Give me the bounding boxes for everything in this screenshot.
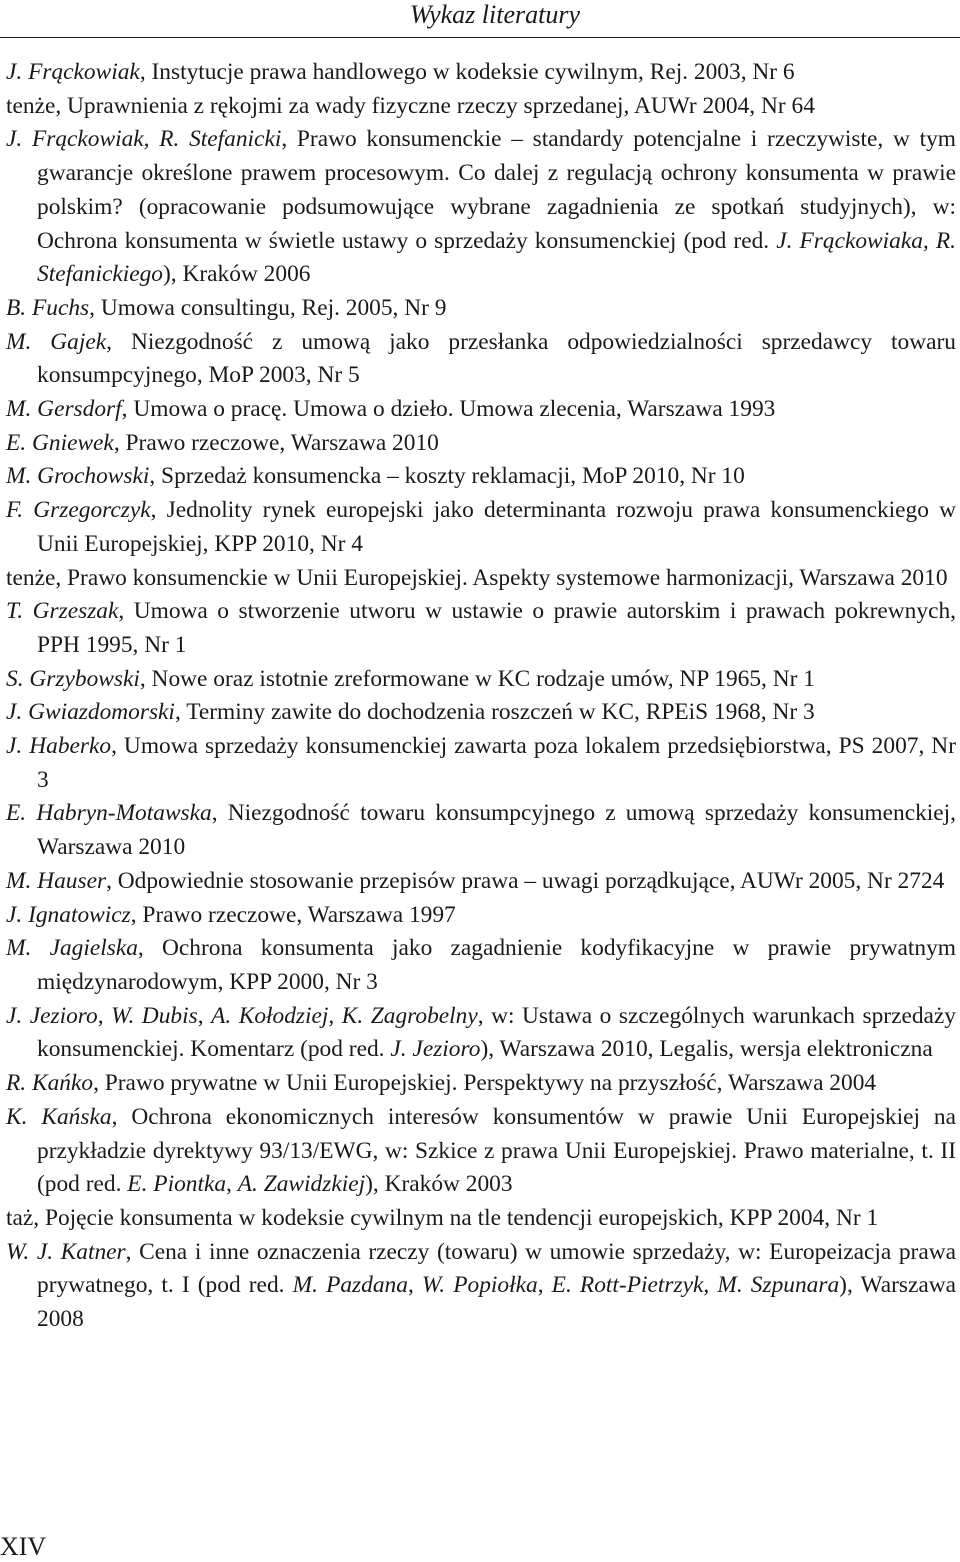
entry-text: , Odpowiednie stosowanie przepisów prawa – uwagi porządkujące, AUWr 2005, Nr 2724 (106, 867, 945, 894)
entry-text: ), Kraków 2003 (365, 1171, 513, 1198)
entry-text: , (328, 1002, 342, 1029)
author-name: M. Gajek (6, 328, 107, 355)
entry-text: , Niezgodność towaru konsumpcyjnego z umową sprzedaży konsumenckiej, Warszawa 2010 (37, 800, 956, 861)
entry-text: , Terminy zawite do dochodzenia roszczeń w KC, RPEiS 1968, Nr 3 (174, 699, 815, 726)
author-name: E. Rott-Pietrzyk (551, 1272, 704, 1299)
author-name: M. Gersdorf (6, 396, 122, 423)
bibliography-entry (6, 1067, 956, 1101)
bibliography-entry (6, 899, 956, 933)
entry-text: , Prawo rzeczowe, Warszawa 2010 (113, 429, 439, 456)
author-name: T. Grzeszak (6, 598, 119, 625)
entry-text: , Prawo rzeczowe, Warszawa 1997 (130, 901, 456, 928)
entry-text: , Sprzedaż konsumencka – koszty reklamacji, MoP 2010, Nr 10 (149, 463, 745, 490)
bibliography-entry (6, 696, 956, 730)
author-name: E. Gniewek (6, 429, 114, 456)
bibliography-entry (6, 663, 956, 697)
entry-text: , Prawo konsumenckie – standardy potencjalne i rzeczywiste, w tym gwarancje określone prawem procesowym. Co dalej z regulacją ochrony konsumenta w prawie polskim? (opracowanie podsumowujące wybrane zagadnienia ze spotkań studyjnych), w: Ochrona konsumenta w świetle ustawy o sprzedaży konsumenckiej (pod red. (37, 126, 956, 254)
entry-text: , w: Ustawa o szczególnych warunkach sprzedaży konsumenckiej. Komentarz (pod red. (37, 1002, 957, 1063)
entry-text: , Nowe oraz istotnie zreformowane w KC rodzaje umów, NP 1965, Nr 1 (139, 665, 815, 692)
bibliography-entry (6, 1202, 956, 1236)
entry-text: tenże, Prawo konsumenckie w Unii Europejskiej. Aspekty systemowe harmonizacji, Warszawa 2010 (6, 564, 948, 591)
bibliography-entry (6, 932, 956, 999)
entry-text: , (97, 1002, 112, 1029)
bibliography-entry (6, 56, 956, 90)
bibliography-entry (6, 1000, 956, 1067)
entry-text: tenże, Uprawnienia z rękojmi za wady fizyczne rzeczy sprzedanej, AUWr 2004, Nr 64 (6, 92, 815, 119)
entry-text: , Instytucje prawa handlowego w kodeksie cywilnym, Rej. 2003, Nr 6 (139, 59, 795, 85)
author-name: M. Grochowski (6, 463, 150, 490)
author-name: J. Frąckowiak, R. Stefanicki (6, 126, 282, 153)
author-name: J. Frąckowiak (6, 59, 140, 85)
entry-text: taż, Pojęcie konsumenta w kodeksie cywilnym na tle tendencji europejskich, KPP 2004, Nr 1 (6, 1204, 879, 1231)
bibliography-entry (6, 292, 956, 326)
author-name: K. Kańska (6, 1103, 112, 1130)
entry-text: ), Warszawa 2008 (37, 1272, 957, 1333)
author-name: J. Haberko (6, 733, 112, 760)
author-name: R. Kańko (6, 1070, 94, 1097)
running-head: Wykaz literatury (409, 0, 580, 29)
entry-text: , Prawo prywatne w Unii Europejskiej. Perspektywy na przyszłość, Warszawa 2004 (93, 1070, 877, 1097)
author-name: K. Zagrobelny (341, 1002, 478, 1029)
entry-text: ), Kraków 2006 (163, 261, 311, 288)
entry-text: , Umowa o stworzenie utworu w ustawie o prawie autorskim i prawach pokrewnych, PPH 1995, Nr 1 (37, 598, 956, 658)
bibliography-entry (6, 595, 956, 662)
entry-text: , Cena i inne oznaczenia rzeczy (towaru) w umowie sprzedaży, w: Europeizacja prawa prywatnego, t. I (pod red. (37, 1238, 956, 1299)
bibliography-entry (6, 123, 956, 292)
bibliography-entry (6, 797, 956, 864)
entry-text: , (537, 1272, 552, 1299)
author-name: S. Grzybowski (6, 665, 140, 692)
bibliography-entry (6, 865, 956, 899)
author-name: B. Fuchs (6, 294, 90, 321)
bibliography-entry (6, 1236, 956, 1337)
bibliography-entry (6, 562, 956, 596)
entry-text: , Ochrona konsumenta jako zagadnienie kodyfikacyjne w prawie prywatnym międzynarodowym, KPP 2000, Nr 3 (37, 935, 956, 995)
entry-text: , Umowa sprzedaży konsumenckiej zawarta poza lokalem przedsiębiorstwa, PS 2007, Nr 3 (37, 733, 956, 793)
author-name: F. Grzegorczyk (6, 497, 151, 524)
bibliography-entry (6, 326, 956, 393)
entry-text: , Umowa consultingu, Rej. 2005, Nr 9 (89, 294, 447, 321)
author-name: W. Dubis (111, 1002, 198, 1029)
header-rule (0, 37, 960, 38)
entry-text: , Ochrona ekonomicznych interesów konsumentów w prawie Unii Europejskiej na przykładzie dyrektywy 93/13/EWG, w: Szkice z prawa Unii Europejskiej. Prawo materialne, t. II (pod red. (37, 1103, 957, 1198)
entry-text: , (703, 1272, 718, 1299)
author-name: J. Jezioro (6, 1002, 98, 1029)
entry-text: , Umowa o pracę. Umowa o dzieło. Umowa zlecenia, Warszawa 1993 (121, 396, 776, 423)
author-name: J. Ignatowicz (6, 901, 131, 928)
bibliography-entry (6, 730, 956, 797)
author-name: E. Habryn-Motawska (6, 800, 212, 827)
entry-text: , Jednolity rynek europejski jako determinanta rozwoju prawa konsumenckiego w Unii Europejskiej, KPP 2010, Nr 4 (37, 497, 956, 557)
bibliography-entry (6, 427, 956, 461)
bibliography-list (6, 56, 956, 1337)
bibliography-entry (6, 90, 956, 124)
author-name: W. J. Katner (6, 1238, 126, 1265)
author-name: W. Popiołka (421, 1272, 538, 1299)
author-name: J. Gwiazdomorski (6, 699, 175, 726)
author-name: A. Kołodziej (211, 1002, 329, 1029)
author-name: M. Jagielska (6, 935, 138, 962)
bibliography-entry (6, 494, 956, 561)
entry-text: , (197, 1002, 212, 1029)
author-name: J. Jezioro (390, 1036, 481, 1063)
author-name: A. Zawidzkiej (237, 1171, 366, 1198)
author-name: M. Pazdana (292, 1272, 408, 1299)
author-name: M. Hauser (6, 867, 107, 894)
bibliography-entry (6, 1101, 956, 1202)
author-name: J. Frąckowiaka, R. Stefanickiego (37, 227, 956, 288)
page-number: XIV (0, 1532, 47, 1561)
bibliography-entry (6, 460, 956, 494)
entry-text: ), Warszawa 2010, Legalis, wersja elektroniczna (480, 1036, 933, 1063)
entry-text: , (226, 1171, 238, 1198)
bibliography-entry (6, 393, 956, 427)
entry-text: , (407, 1272, 422, 1299)
author-name: E. Piontka (127, 1171, 227, 1198)
author-name: M. Szpunara (717, 1272, 840, 1299)
entry-text: , Niezgodność z umową jako przesłanka odpowiedzialności sprzedawcy towaru konsumpcyjnego, MoP 2003, Nr 5 (37, 328, 956, 389)
